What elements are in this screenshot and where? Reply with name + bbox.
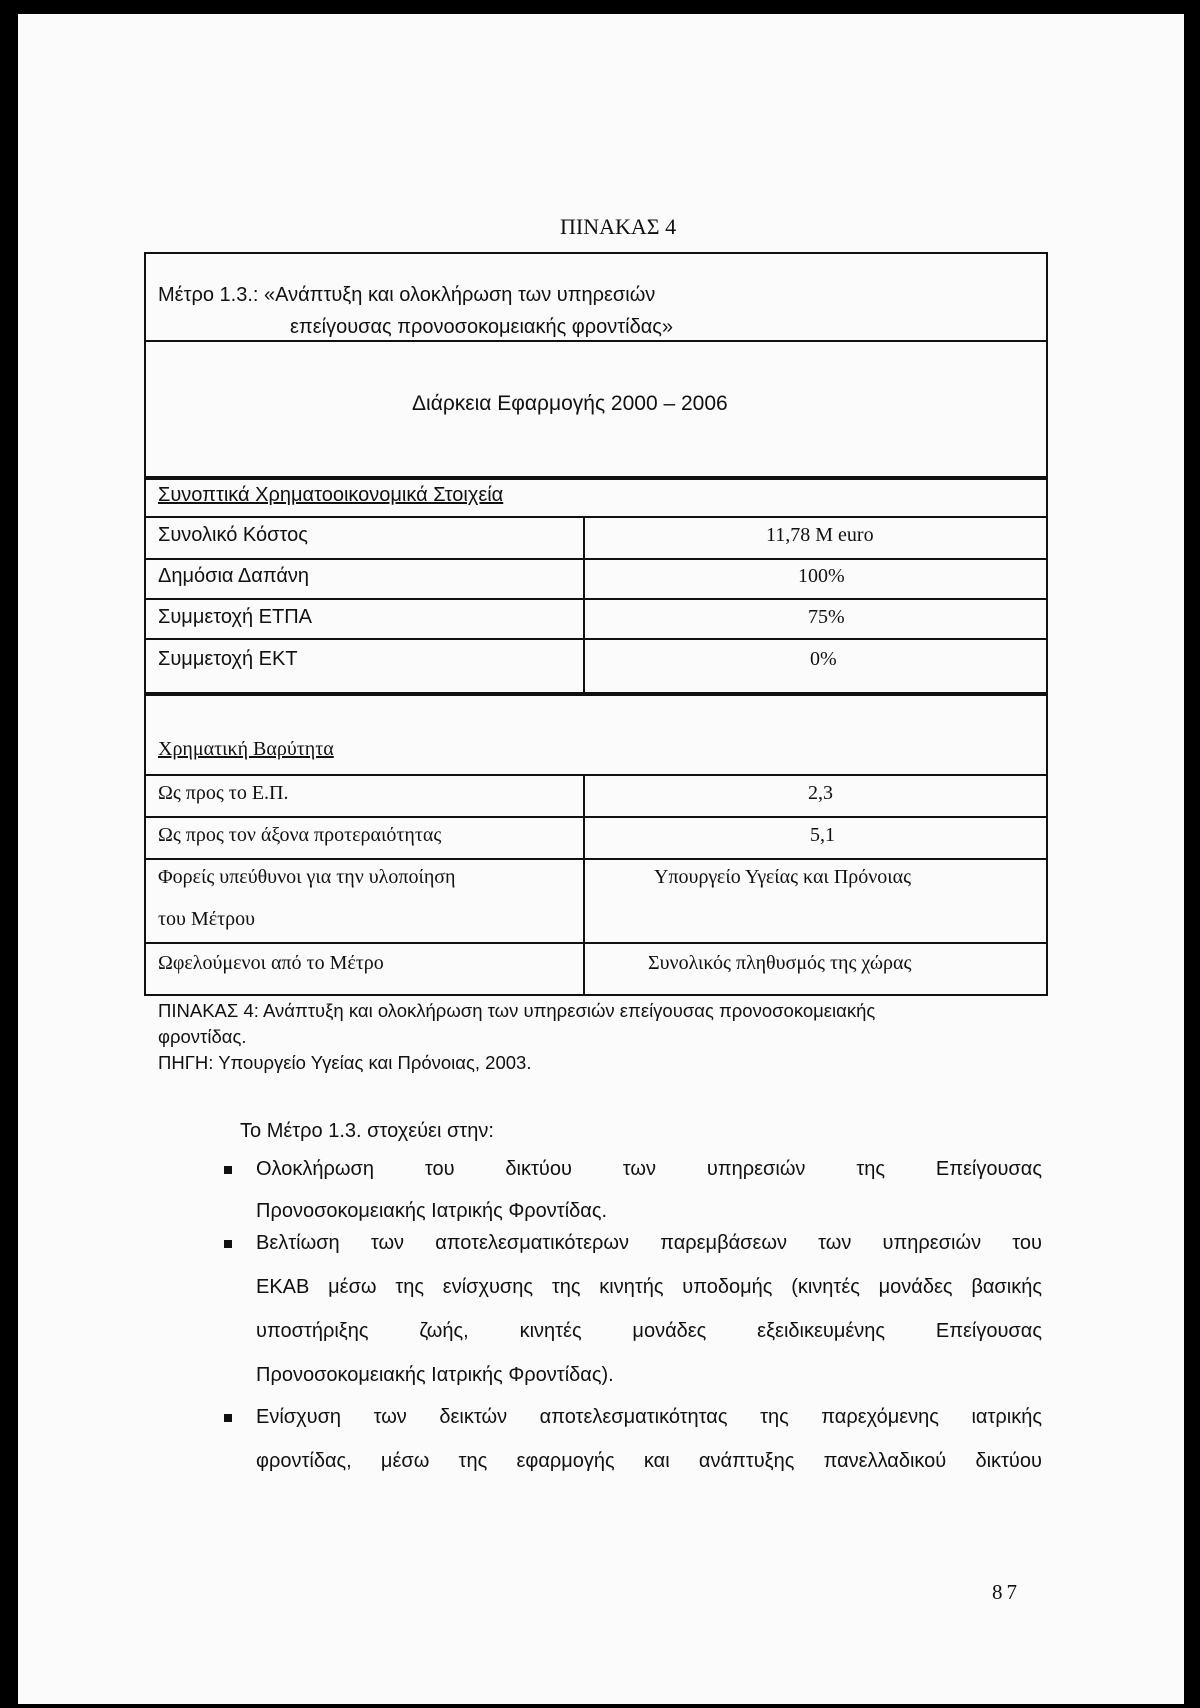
bullet-1-line-2: Προνοσοκομειακής Ιατρικής Φροντίδας. — [256, 1200, 608, 1222]
fs-label-erdf: Συμμετοχή ΕΤΠΑ — [158, 606, 312, 628]
word: Επείγουσας — [935, 1158, 1042, 1180]
fs-value-esf: 0% — [810, 648, 837, 670]
bullet-marker — [224, 1414, 232, 1422]
caption-line2: φροντίδας. — [158, 1026, 247, 1047]
word: μονάδες — [632, 1320, 707, 1342]
word: μονάδες — [878, 1276, 953, 1298]
word: παρεχόμενης — [821, 1406, 939, 1428]
word: Επείγουσας — [935, 1320, 1042, 1342]
financial-summary-heading: Συνοπτικά Χρηματοοικονομικά Στοιχεία — [158, 484, 504, 506]
caption-line1: ΠΙΝΑΚΑΣ 4: Ανάπτυξη και ολοκλήρωση των υπηρεσιών επείγουσας προνοσοκομειακής — [158, 1000, 876, 1021]
fs-row-line-2 — [144, 598, 1048, 600]
word: της — [551, 1276, 581, 1298]
word: αποτελεσματικότητας — [539, 1406, 728, 1428]
word: της — [856, 1158, 885, 1180]
fw-row-line-0 — [144, 774, 1048, 776]
fs-row-line-0 — [144, 516, 1048, 518]
fs-column-divider — [583, 516, 585, 694]
fs-label-esf: Συμμετοχή ΕΚΤ — [158, 648, 298, 670]
word: του — [424, 1158, 455, 1180]
word: των — [818, 1232, 852, 1254]
word: ΕΚΑΒ — [256, 1276, 310, 1298]
fw-row-line-2 — [144, 858, 1048, 860]
fw-column-divider — [583, 774, 585, 996]
word: των — [373, 1406, 407, 1428]
word: της — [395, 1276, 424, 1298]
duration-label: Διάρκεια Εφαρμογής 2000 – 2006 — [412, 392, 728, 415]
word: Βελτίωση — [256, 1232, 340, 1254]
word: υπηρεσιών — [882, 1232, 982, 1254]
bullet-1-line-1 — [256, 1158, 1042, 1181]
word: πανελλαδικού — [823, 1450, 947, 1472]
caption-source: ΠΗΓΗ: Υπουργείο Υγείας και Πρόνοιας, 2003. — [158, 1052, 532, 1073]
word: υποδομής — [682, 1276, 773, 1298]
word: ανάπτυξης — [698, 1450, 795, 1472]
beneficiaries-value: Συνολικός πληθυσμός της χώρας — [648, 952, 912, 974]
bullet-marker — [224, 1166, 232, 1174]
fw-label-op: Ως προς το Ε.Π. — [158, 782, 289, 804]
word: παρεμβάσεων — [660, 1232, 788, 1254]
responsible-label-line1: Φορείς υπεύθυνοι για την υλοποίηση — [158, 866, 456, 888]
word: Ολοκλήρωση — [256, 1158, 374, 1180]
word: των — [370, 1232, 405, 1254]
fw-value-axis: 5,1 — [810, 824, 835, 846]
word: του — [1012, 1232, 1042, 1254]
page-title: ΠΙΝΑΚΑΣ 4 — [560, 214, 677, 239]
measure-header-divider — [144, 340, 1048, 342]
bullet-3-line-1 — [256, 1406, 1042, 1429]
word: ιατρικής — [971, 1406, 1042, 1428]
word: ζωής, — [419, 1320, 469, 1342]
fw-row-line-3 — [144, 942, 1048, 944]
word: κινητές — [519, 1320, 582, 1342]
bullet-marker — [224, 1240, 232, 1248]
fw-label-axis: Ως προς τον άξονα προτεραιότητας — [158, 824, 442, 846]
fs-row-line-3 — [144, 638, 1048, 640]
word: εξειδικευμένης — [757, 1320, 886, 1342]
financial-weight-heading: Χρηματική Βαρύτητα — [158, 738, 334, 760]
word: δικτύου — [505, 1158, 572, 1180]
measure-title-line2: επείγουσας προνοσοκομειακής φροντίδας» — [290, 316, 674, 338]
word: δεικτών — [439, 1406, 508, 1428]
word: υποστήριξης — [256, 1320, 369, 1342]
fs-label-public-expense: Δημόσια Δαπάνη — [158, 565, 310, 587]
fs-row-line-1 — [144, 558, 1048, 560]
bullet-2-line-1 — [256, 1232, 1042, 1255]
measure-title-line1: Μέτρο 1.3.: «Ανάπτυξη και ολοκλήρωση των υπηρεσιών — [158, 284, 656, 306]
word: αποτελεσματικότερων — [435, 1232, 630, 1254]
fs-value-public-expense: 100% — [798, 565, 845, 587]
bullet-2-line-2 — [256, 1276, 1042, 1299]
word: της — [458, 1450, 488, 1472]
fw-row-line-1 — [144, 816, 1048, 818]
word: Ενίσχυση — [256, 1406, 342, 1428]
word: ενίσχυσης — [442, 1276, 534, 1298]
page-number: 87 — [992, 1580, 1021, 1604]
bullet-2-line-4: Προνοσοκομειακής Ιατρικής Φροντίδας). — [256, 1364, 614, 1386]
word: εφαρμογής — [516, 1450, 615, 1472]
word: βασικής — [971, 1276, 1042, 1298]
intro-text: Το Μέτρο 1.3. στοχεύει στην: — [240, 1120, 494, 1142]
responsible-label-line2: του Μέτρου — [158, 908, 256, 930]
word: της — [760, 1406, 789, 1428]
bullet-2-line-3 — [256, 1320, 1042, 1343]
document-page — [18, 14, 1184, 1704]
word: φροντίδας, — [256, 1450, 352, 1472]
word: μέσω — [380, 1450, 430, 1472]
word: (κινητές — [791, 1276, 860, 1298]
fs-label-total-cost: Συνολικό Κόστος — [158, 524, 308, 546]
word: κινητής — [599, 1276, 664, 1298]
bullet-3-line-2 — [256, 1450, 1042, 1473]
word: δικτύου — [975, 1450, 1042, 1472]
word: υπηρεσιών — [706, 1158, 806, 1180]
fs-value-total-cost: 11,78 M euro — [766, 524, 874, 546]
responsible-value: Υπουργείο Υγείας και Πρόνοιας — [654, 866, 912, 888]
fw-value-op: 2,3 — [808, 782, 833, 804]
beneficiaries-label: Ωφελούμενοι από το Μέτρο — [158, 952, 384, 974]
word: των — [622, 1158, 656, 1180]
word: και — [643, 1450, 670, 1472]
word: μέσω — [328, 1276, 377, 1298]
fs-value-erdf: 75% — [808, 606, 845, 628]
